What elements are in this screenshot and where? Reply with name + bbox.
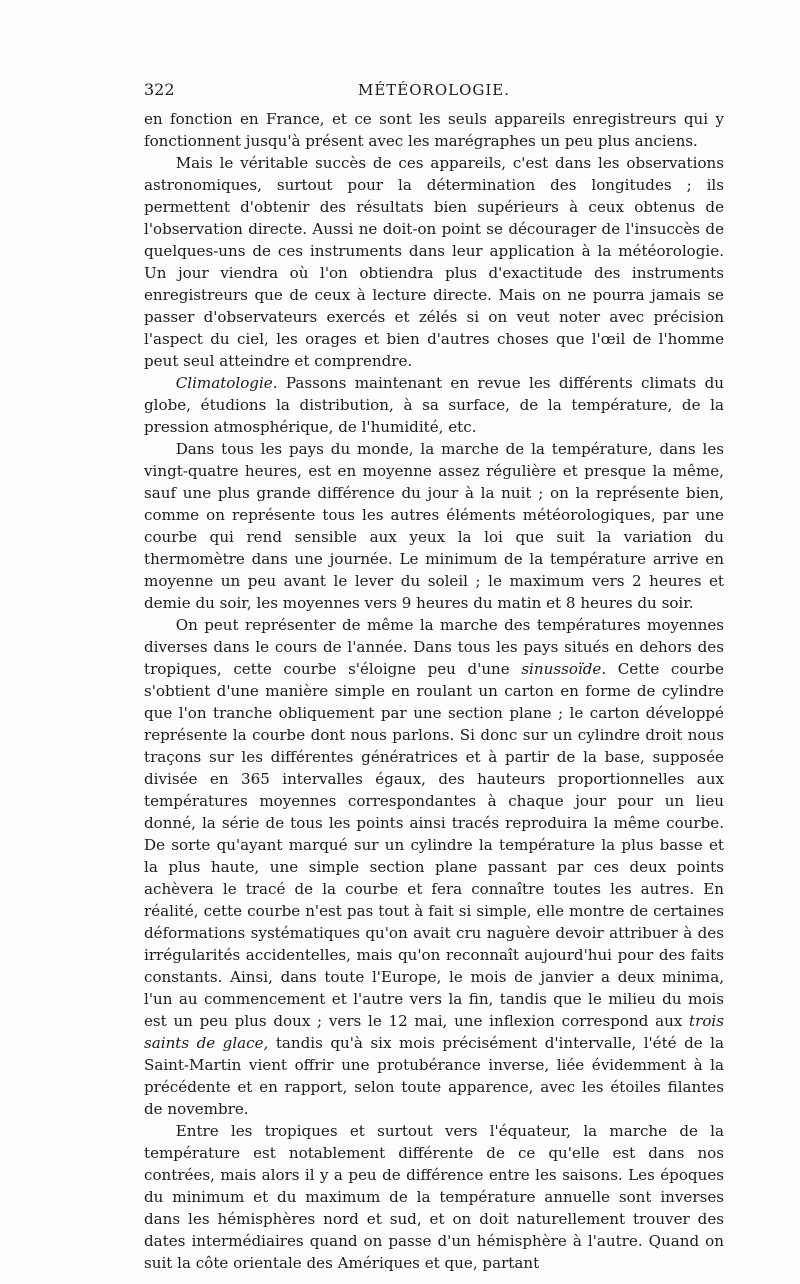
running-title: MÉTÉOROLOGIE.	[357, 81, 511, 99]
paragraph-climatologie	[144, 372, 724, 438]
paragraph-text: On peut représenter de même la marche des températures moyennes diverses dans le cours de l'année. Dans tous les pays situés en dehors des tropiques, cette courbe s'éloigne peu d'une	[144, 616, 724, 678]
paragraph-tropics	[144, 1120, 724, 1274]
italic-term: trois saints de glace,	[144, 1012, 724, 1052]
page-header	[144, 78, 724, 102]
section-heading: Climatologie.	[175, 374, 278, 392]
paragraph-text: Mais le véritable succès de ces appareils, c'est dans les observations astronomiques, surtout pour la détermination des longitudes ; ils permettent d'obtenir des résultats bien supérieurs à ceux obtenus de l'observation directe. Aussi ne doit-on point se décourager de l'insuccès de quelques-uns de ces instruments dans leur application à la météorologie. Un jour viendra où l'on obtiendra plus d'exactitude des instruments enregistreurs que de ceux à lecture directe. Mais on ne pourra jamais se passer d'observateurs exercés et zélés si on veut noter avec précision l'aspect du ciel, les orages et bien d'autres choses que l'œil de l'homme peut seul atteindre et comprendre.	[144, 154, 724, 370]
paragraph-annual-temperature	[144, 614, 724, 1120]
page-body	[144, 108, 724, 1274]
paragraph-text: Passons maintenant en revue les différents climats du globe, étudions la distribution, à sa surface, de la température, de la pression atmosphérique, de l'humidité, etc.	[144, 374, 724, 436]
paragraph-text: en fonction en France, et ce sont les seuls appareils enregistreurs qui y fonctionnent jusqu'à présent avec les marégraphes un peu plus anciens.	[144, 110, 724, 150]
paragraph-text: tandis qu'à six mois précisément d'intervalle, l'été de la Saint-Martin vient offrir une protubérance inverse, liée évidemment à la précédente et en rapport, selon toute apparence, avec les étoiles filantes de novembre.	[144, 1034, 725, 1118]
page-number: 322	[144, 80, 175, 99]
paragraph-text: Entre les tropiques et surtout vers l'équateur, la marche de la température est notablement différente de ce qu'elle est dans nos contrées, mais alors il y a peu de différence entre les saisons. Les époques du minimum et du maximum de la température annuelle sont inverses dans les hémisphères nord et sud, et on doit naturellement trouver des dates intermédiaires quand on passe d'un hémisphère à l'autre. Quand on suit la côte orientale des Amériques et que, partant	[144, 1122, 724, 1272]
paragraph-continuation	[144, 108, 724, 152]
paragraph-text: Dans tous les pays du monde, la marche de la température, dans les vingt-quatre heures, est en moyenne assez régulière et presque la même, sauf une plus grande différence du jour à la nuit ; on la représente bien, comme on représente tous les autres éléments météorologiques, par une courbe qui rend sensible aux yeux la loi que suit la variation du thermomètre dans une journée. Le minimum de la température arrive en moyenne un peu avant le lever du soleil ; le maximum vers 2 heures et demie du soir, les moyennes vers 9 heures du matin et 8 heures du soir.	[144, 440, 724, 612]
paragraph-text: Cette courbe s'obtient d'une manière simple en roulant un carton en forme de cylindre que l'on tranche obliquement par une section plane ; le carton développé représente la courbe dont nous parlons. Si donc sur un cylindre droit nous traçons sur les différentes génératrices et à partir de la base, supposée divisée en 365 intervalles égaux, des hauteurs proportionnelles aux températures moyennes correspondantes à chaque jour pour un lieu donné, la série de tous les points ainsi tracés reproduira la même courbe. De sorte qu'ayant marqué sur un cylindre la température la plus basse et la plus haute, une simple section plane passant par ces deux points achèvera le tracé de la courbe et fera connaître toutes les autres. En réalité, cette courbe n'est pas tout à fait si simple, elle montre de certaines déformations systématiques qu'on avait cru naguère devoir attribuer à des irrégularités accidentelles, mais qu'on reconnaît aujourd'hui pour des faits constants. Ainsi, dans toute l'Europe, le mois de janvier a deux minima, l'un au commencement et l'autre vers la fin, tandis que le milieu du mois est un peu plus doux ; vers le 12 mai, une inflexion correspond aux	[144, 660, 724, 1030]
paragraph-instruments	[144, 152, 724, 372]
italic-term: sinussoïde.	[521, 660, 607, 678]
paragraph-daily-temperature	[144, 438, 724, 614]
